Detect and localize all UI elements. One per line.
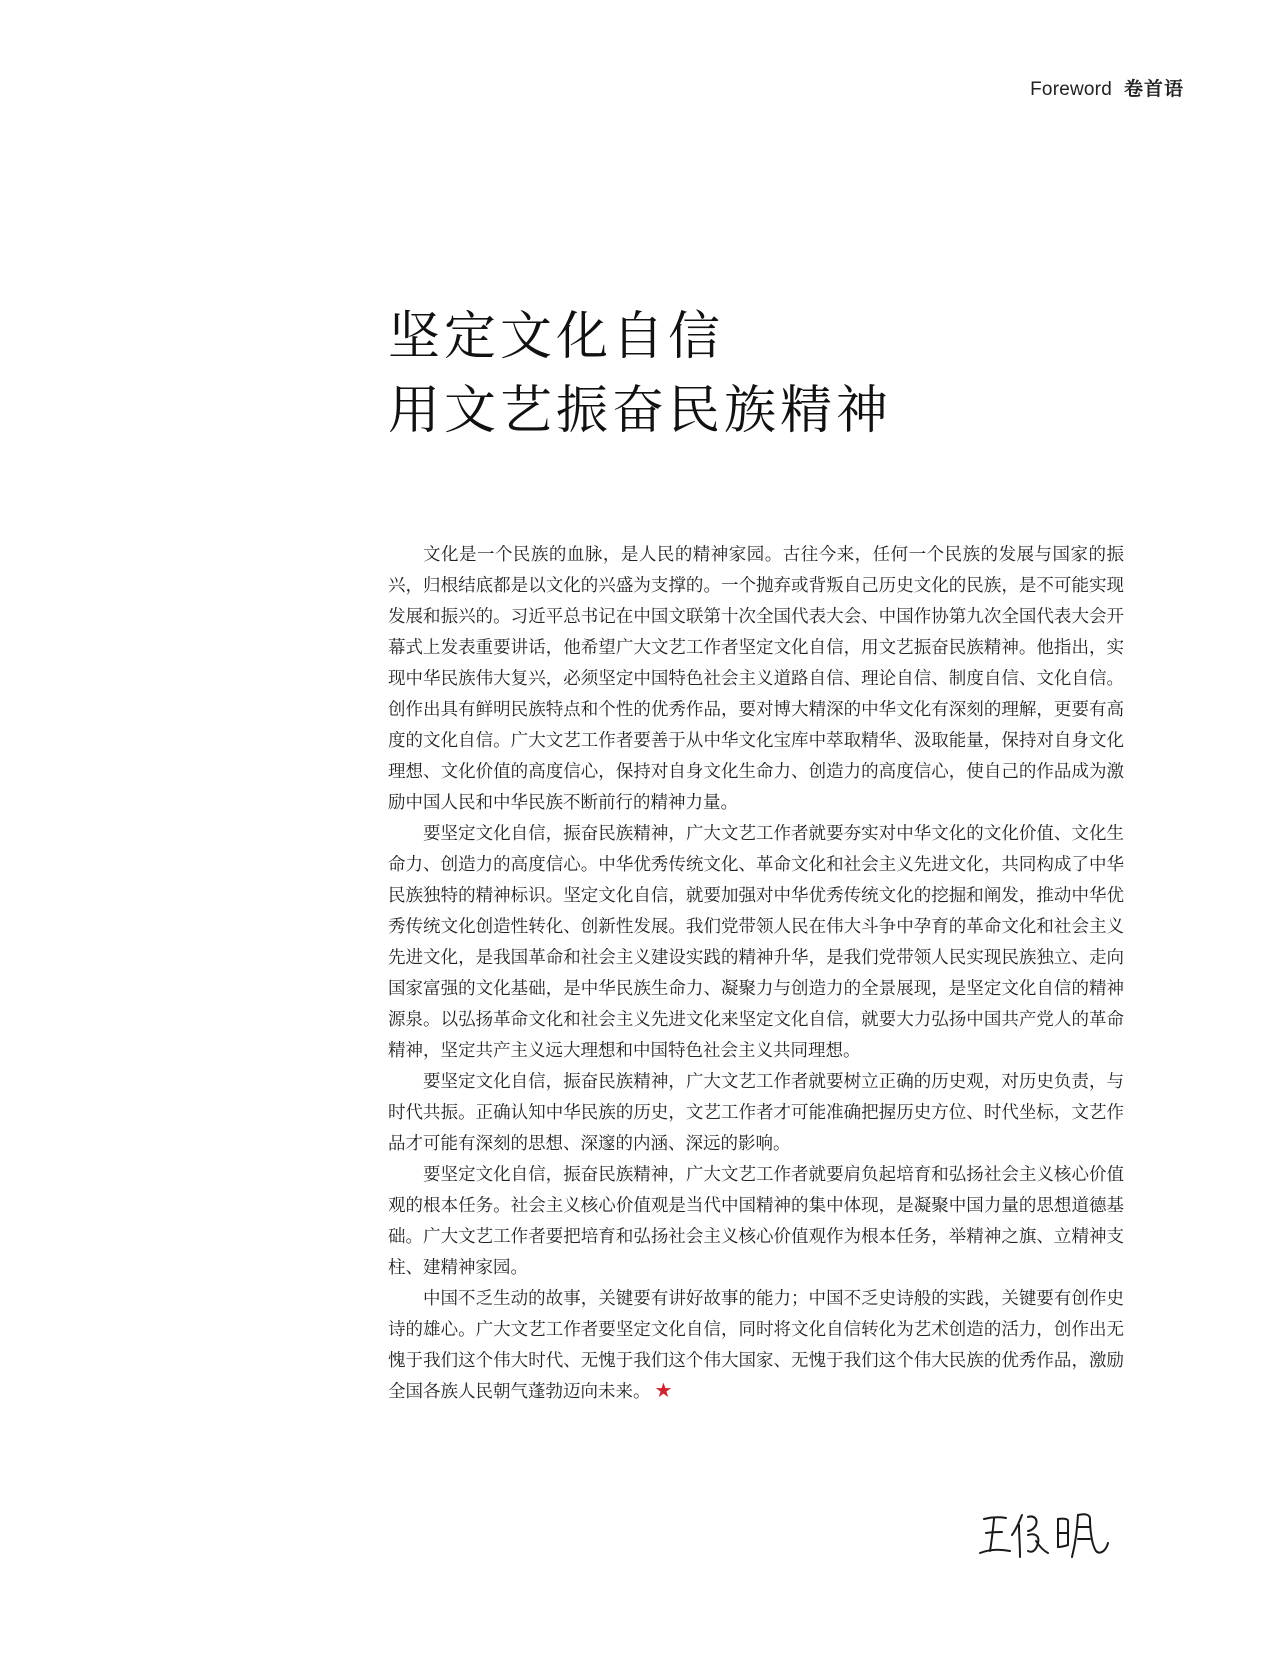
title-line-2: 用文艺振奋民族精神 bbox=[388, 381, 893, 441]
paragraph-5 bbox=[388, 1284, 1124, 1408]
paragraph-5-text: 中国不乏生动的故事，关键要有讲好故事的能力；中国不乏史诗般的实践，关键要有创作史诗的雄心。广大文艺工作者要坚定文化自信，同时将文化自信转化为艺术创造的活力，创作出无愧于我们这个伟大时代、无愧于我们这个伟大国家、无愧于我们这个伟大民族的优秀作品，激励全国各族人民朝气蓬勃迈向未来。 bbox=[388, 1289, 1124, 1402]
title-line-1: 坚定文化自信 bbox=[388, 307, 725, 367]
paragraph-4: 要坚定文化自信，振奋民族精神，广大文艺工作者就要肩负起培育和弘扬社会主义核心价值观的根本任务。社会主义核心价值观是当代中国精神的集中体现，是凝聚中国力量的思想道德基础。广大文艺工作者要把培育和弘扬社会主义核心价值观作为根本任务，举精神之旗、立精神支柱、建精神家园。 bbox=[388, 1165, 1124, 1278]
signature bbox=[978, 1505, 1118, 1565]
article-title bbox=[388, 300, 1208, 448]
paragraph-3: 要坚定文化自信，振奋民族精神，广大文艺工作者就要树立正确的历史观，对历史负责，与时代共振。正确认知中华民族的历史，文艺工作者才可能准确把握历史方位、时代坐标，文艺作品才可能有深刻的思想、深邃的内涵、深远的影响。 bbox=[388, 1072, 1124, 1154]
paragraph-1: 文化是一个民族的血脉，是人民的精神家园。古往今来，任何一个民族的发展与国家的振兴，归根结底都是以文化的兴盛为支撑的。一个抛弃或背叛自己历史文化的民族，是不可能实现发展和振兴的。习近平总书记在中国文联第十次全国代表大会、中国作协第九次全国代表大会开幕式上发表重要讲话，他希望广大文艺工作者坚定文化自信，用文艺振奋民族精神。他指出，实现中华民族伟大复兴，必须坚定中国特色社会主义道路自信、理论自信、制度自信、文化自信。创作出具有鲜明民族特点和个性的优秀作品，要对博大精深的中华文化有深刻的理解，更要有高度的文化自信。广大文艺工作者要善于从中华文化宝库中萃取精华、汲取能量，保持对自身文化理想、文化价值的高度信心，保持对自身文化生命力、创造力的高度信心，使自己的作品成为激励中国人民和中华民族不断前行的精神力量。 bbox=[388, 545, 1124, 813]
paragraph-2: 要坚定文化自信，振奋民族精神，广大文艺工作者就要夯实对中华文化的文化价值、文化生命力、创造力的高度信心。中华优秀传统文化、革命文化和社会主义先进文化，共同构成了中华民族独特的精神标识。坚定文化自信，就要加强对中华优秀传统文化的挖掘和阐发，推动中华优秀传统文化创造性转化、创新性发展。我们党带领人民在伟大斗争中孕育的革命文化和社会主义先进文化，是我国革命和社会主义建设实践的精神升华，是我们党带领人民实现民族独立、走向国家富强的文化基础，是中华民族生命力、凝聚力与创造力的全景展现，是坚定文化自信的精神源泉。以弘扬革命文化和社会主义先进文化来坚定文化自信，就要大力弘扬中国共产党人的革命精神，坚定共产主义远大理想和中国特色社会主义共同理想。 bbox=[388, 824, 1124, 1061]
section-label-en: Foreword bbox=[1030, 79, 1112, 100]
section-label-zh: 卷首语 bbox=[1123, 79, 1184, 100]
article-body bbox=[388, 540, 1124, 1408]
end-star-icon: ★ bbox=[654, 1378, 673, 1402]
section-header bbox=[1030, 74, 1184, 101]
